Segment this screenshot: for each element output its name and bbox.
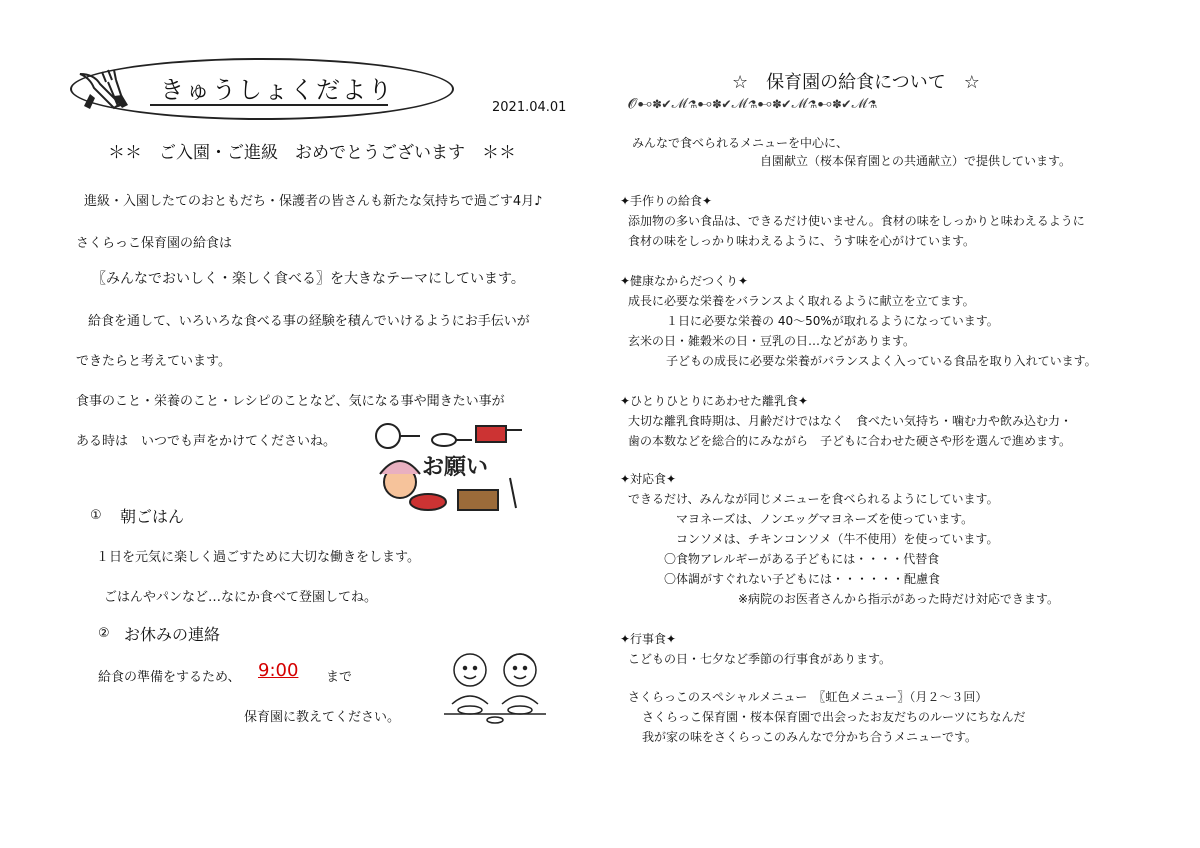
- intro-line-2: 自園献立（桜本保育園との共通献立）で提供しています。: [760, 154, 1072, 168]
- greeting-heading: ＊＊ ご入園・ご進級 おめでとうございます ＊＊: [108, 143, 516, 163]
- item2-line2: 保育園に教えてください。: [244, 710, 401, 725]
- section-babyfood-line1: 大切な離乳食時期は、月齢だけではなく 食べたい気持ち・噛む力や飲み込む力・: [628, 414, 1073, 428]
- section-health-line1: 成長に必要な栄養をバランスよく取れるように献立を立てます。: [628, 294, 975, 308]
- special-menu-line2: さくらっこ保育園・桜本保育園で出会ったお友だちのルーツにちなんだ: [642, 710, 1026, 724]
- decorative-border: 𝓞⊷✽✔ℳ⚗⊷✽✔ℳ⚗⊷✽✔ℳ⚗⊷✽✔ℳ⚗: [628, 96, 878, 112]
- item1-number: ①: [90, 508, 102, 523]
- intro-paragraph-4: 給食を通して、いろいろな食べる事の経験を積んでいけるようにお手伝いが: [88, 314, 530, 329]
- section-events-heading: ✦行事食✦: [620, 632, 677, 646]
- item2-title: お休みの連絡: [124, 625, 221, 644]
- fork-spoon-icon: [72, 66, 142, 112]
- section-special-diet-line4: 〇食物アレルギーがある子どもには・・・・代替食: [664, 552, 940, 566]
- section-babyfood-line2: 歯の本数などを総合的にみながら 子どもに合わせた硬さや形を選んで進めます。: [628, 434, 1072, 448]
- cooking-onegai-illustration: [368, 418, 528, 518]
- section-special-diet-line3: コンソメは、チキンコンソメ（牛不使用）を使っています。: [676, 532, 999, 546]
- newsletter-title: きゅうしょくだより: [160, 76, 394, 104]
- section-health-line4: 子どもの成長に必要な栄養がバランスよく入っている食品を取り入れています。: [666, 354, 1097, 368]
- issue-date: 2021.04.01: [492, 100, 567, 115]
- item1-title: 朝ごはん: [120, 507, 185, 526]
- special-menu-line3: 我が家の味をさくらっこのみんなで分かち合うメニューです。: [642, 730, 978, 744]
- children-eating-illustration: [440, 648, 550, 728]
- section-handmade-line1: 添加物の多い食品は、できるだけ使いません。食材の味をしっかりと味わえるように: [628, 214, 1085, 228]
- item1-line1: １日を元気に楽しく過ごすために大切な働きをします。: [96, 550, 420, 565]
- section-handmade-heading: ✦手作りの給食✦: [620, 194, 713, 208]
- section-special-diet-line1: できるだけ、みんなが同じメニューを食べられるようにしています。: [628, 492, 999, 506]
- item2-time: 9:00: [258, 660, 299, 681]
- special-menu-line1: さくらっこのスペシャルメニュー 〖虹色メニュー〗（月２～３回）: [628, 690, 988, 704]
- section-babyfood-heading: ✦ひとりひとりにあわせた離乳食✦: [620, 394, 809, 408]
- title-underline: [150, 104, 388, 106]
- onegai-label: お願い: [422, 455, 489, 480]
- section-handmade-line2: 食材の味をしっかり味わえるように、うす味を心がけています。: [628, 234, 976, 248]
- section-health-line3: 玄米の日・雑穀米の日・豆乳の日…などがあります。: [628, 334, 916, 348]
- intro-paragraph-5: できたらと考えています。: [76, 354, 231, 369]
- intro-paragraph-2: さくらっこ保育園の給食は: [76, 236, 233, 251]
- section-health-line2: １日に必要な栄養の 40～50%が取れるようになっています。: [666, 314, 999, 328]
- section-special-diet-heading: ✦対応食✦: [620, 472, 677, 486]
- section-health-heading: ✦健康なからだつくり✦: [620, 274, 749, 288]
- section-special-diet-line2: マヨネーズは、ノンエッグマヨネーズを使っています。: [676, 512, 974, 526]
- intro-line-1: みんなで食べられるメニューを中心に、: [632, 136, 849, 150]
- item2-line1-suffix: まで: [326, 670, 353, 685]
- right-title: ☆ 保育園の給食について ☆: [732, 72, 980, 93]
- intro-paragraph-1: 進級・入園したてのおともだち・保護者の皆さんも新たな気持ちで過ごす4月♪: [84, 194, 543, 209]
- section-special-diet-line5: 〇体調がすぐれない子どもには・・・・・・配慮食: [664, 572, 941, 586]
- section-special-diet-line6: ※病院のお医者さんから指示があった時だけ対応できます。: [738, 592, 1059, 606]
- intro-theme: 〖みんなでおいしく・楽しく食べる〗を大きなテーマにしています。: [92, 271, 525, 287]
- section-events-line1: こどもの日・七夕など季節の行事食があります。: [628, 652, 892, 666]
- item1-line2: ごはんやパンなど…なにか食べて登園してね。: [104, 590, 378, 605]
- intro-paragraph-7: ある時は いつでも声をかけてくださいね。: [76, 434, 337, 449]
- item2-number: ②: [98, 626, 110, 641]
- item2-line1: 給食の準備をするため、: [98, 670, 241, 685]
- intro-paragraph-6: 食事のこと・栄養のこと・レシピのことなど、気になる事や聞きたい事が: [76, 394, 505, 409]
